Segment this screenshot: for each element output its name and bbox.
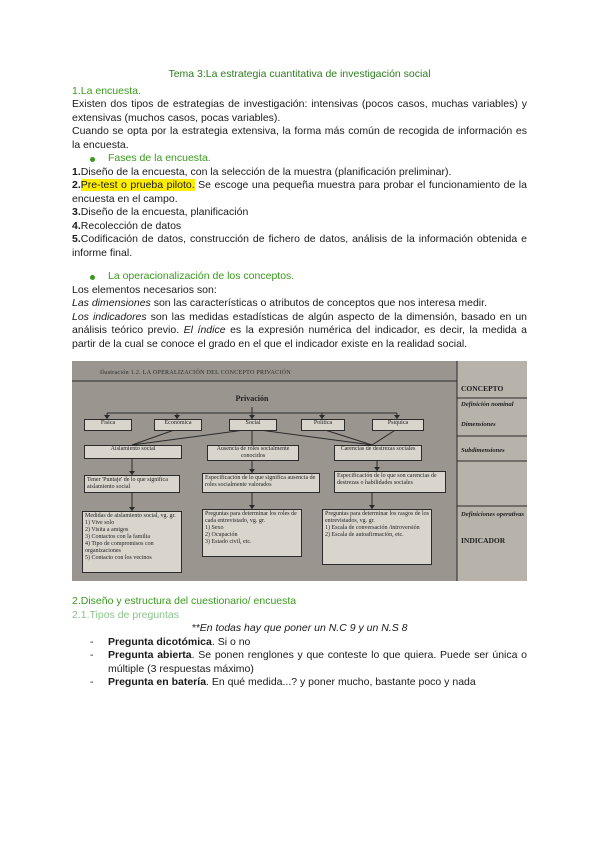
bullet-dot-icon <box>90 157 95 162</box>
definition-aislamiento: Tener 'Puntaje' de lo que significa aislamiento social <box>84 475 180 493</box>
phase-text: Codificación de datos, construcción de fichero de datos, análisis de la información obtenida e informe final. <box>72 233 527 259</box>
term-dimensiones: Las dimensiones <box>72 297 151 309</box>
note-nc-ns: **En todas hay que poner un N.C 9 y un N.S 8 <box>191 622 408 634</box>
section-heading-encuesta: 1.La encuesta. <box>72 84 141 97</box>
question-type-term: Pregunta abierta <box>108 649 192 661</box>
document-title: Tema 3:La estrategia cuantitativa de investigación social <box>168 68 431 80</box>
bullet-fases-label: Fases de la encuesta. <box>108 152 211 164</box>
paragraph-extensive: Cuando se opta por la estrategia extensiva, la forma más común de recogida de información es la encuesta. <box>72 125 527 151</box>
question-type-item: - Pregunta abierta. Se ponen renglones y que conteste lo que quiera. Puede ser única o múltiple (3 respuestas máximo) <box>90 649 528 675</box>
dimension-social: Social <box>229 419 277 431</box>
question-type-text: . Se ponen renglones y que conteste lo que quiera. Puede ser única o múltiple (3 respuestas máximo) <box>108 649 528 675</box>
indicators-destrezas: Preguntas para determinar los rasgos de los entrevistados, vg. gr. 1) Escala de conversación /introversión 2) Escala de autoafirmación, etc. <box>322 509 432 565</box>
dimension-politica: Política <box>301 419 345 431</box>
phase-number: 1. <box>72 165 81 178</box>
definition-ausencia: Especificación de lo que significa ausencia de roles socialmente valorados <box>202 473 320 493</box>
phase-item <box>72 206 527 220</box>
question-type-text: . Si o no <box>211 635 251 648</box>
phase-text: Se escoge una pequeña muestra para probar el funcionamiento de la encuesta en el campo. <box>72 179 527 205</box>
phase-number: 2. <box>72 179 81 191</box>
phase-highlight: Pre-test o prueba piloto. <box>80 179 195 191</box>
dimension-fisica: Física <box>84 419 132 431</box>
definition-dimensiones <box>72 297 527 311</box>
definition-carencias: Especificación de lo que son carencias de destrezas o habilidades sociales <box>334 471 446 493</box>
question-type-term: Pregunta en batería <box>108 676 207 688</box>
label-concepto: CONCEPTO <box>461 384 504 393</box>
phase-text: Recolección de datos <box>80 219 182 232</box>
bullet-dot-icon <box>90 275 95 280</box>
definition-text: es la expresión numérica del indicador, es decir, la medida a partir de la cual se conoce el grado en el que el indicador existe en la realidad social. <box>72 324 527 350</box>
label-definiciones-operativas: Definiciones operativas <box>461 511 525 518</box>
phase-item <box>72 220 527 234</box>
subdimension-ausencia-roles: Ausencia de roles socialmente conocidos <box>207 445 299 461</box>
label-definicion-nominal: Definición nominal <box>461 401 514 408</box>
bullet-operacionalizacion-label: La operacionalización de los conceptos. <box>108 270 295 282</box>
bullet-fases <box>72 152 527 166</box>
question-type-term: Pregunta dicotómica <box>108 635 212 648</box>
subsection-heading-tipos: 2.1.Tipos de preguntas <box>72 608 180 621</box>
paragraph-elements: Los elementos necesarios son: <box>72 283 217 296</box>
phase-number: 5. <box>72 233 81 245</box>
paragraph-strategies: Existen dos tipos de estrategias de investigación: intensivas (pocos casos, muchas variables) y extensivas (muchos casos, pocas variables). <box>72 98 527 124</box>
phase-number: 3. <box>72 206 81 218</box>
label-dimensiones: Dimensiones <box>461 421 496 428</box>
definition-text: son las características o atributos de conceptos que nos interesa medir. <box>150 297 487 309</box>
phase-item <box>72 179 527 206</box>
phase-item <box>72 166 527 180</box>
indicators-aislamiento: Medidas de aislamiento social, vg. gr. 1) Vive solo 2) Visita a amigos 3) Contactos con la familia 4) Tipo de compromisos con organizaciones 5) Contacto con los vecinos <box>82 511 182 573</box>
subdimension-aislamiento: Aislamiento social <box>84 445 182 459</box>
dimension-psiquica: Psíquica <box>372 419 424 431</box>
bullet-operacionalizacion <box>72 270 527 284</box>
subdimension-carencias: Carencias de destrezas sociales <box>334 445 422 461</box>
phase-text: Diseño de la encuesta, con la selección de la muestra (planificación preliminar). <box>80 165 452 178</box>
indicators-roles: Preguntas para determinar los roles de cada entrevistado, vg. gr. 1) Sexo 2) Ocupación 3) Estado civil, etc. <box>202 509 302 557</box>
concept-privacion: Privación <box>235 395 269 403</box>
phase-number: 4. <box>72 219 81 232</box>
figure-title: Ilustración 1.2. LA OPERALIZACIÓN DEL CONCEPTO PRIVACIÓN <box>100 370 292 376</box>
label-subdimensiones: Subdimensiones <box>461 447 505 454</box>
question-type-item: - Pregunta en batería. En qué medida...? y poner mucho, bastante poco y nada <box>90 676 476 688</box>
question-type-text: . En qué medida...? y poner mucho, bastante poco y nada <box>206 676 476 688</box>
phase-item <box>72 233 527 260</box>
definition-text: son las medidas estadísticas de algún aspecto de la dimensión, basado en un análisis teórico previo. <box>72 310 527 336</box>
term-indicadores: Los indicadores <box>72 310 147 323</box>
definition-indicadores <box>72 311 527 352</box>
operationalization-figure <box>72 361 527 581</box>
label-indicador: INDICADOR <box>461 536 506 545</box>
document-page <box>72 68 527 690</box>
dimension-economica: Económica <box>154 419 202 431</box>
question-type-item: - Pregunta dicotómica. Si o no <box>90 635 251 648</box>
section-heading-diseno: 2.Diseño y estructura del cuestionario/ encuesta <box>72 595 297 607</box>
term-indice: El índice <box>183 324 226 336</box>
phase-text: Diseño de la encuesta, planificación <box>80 206 249 218</box>
